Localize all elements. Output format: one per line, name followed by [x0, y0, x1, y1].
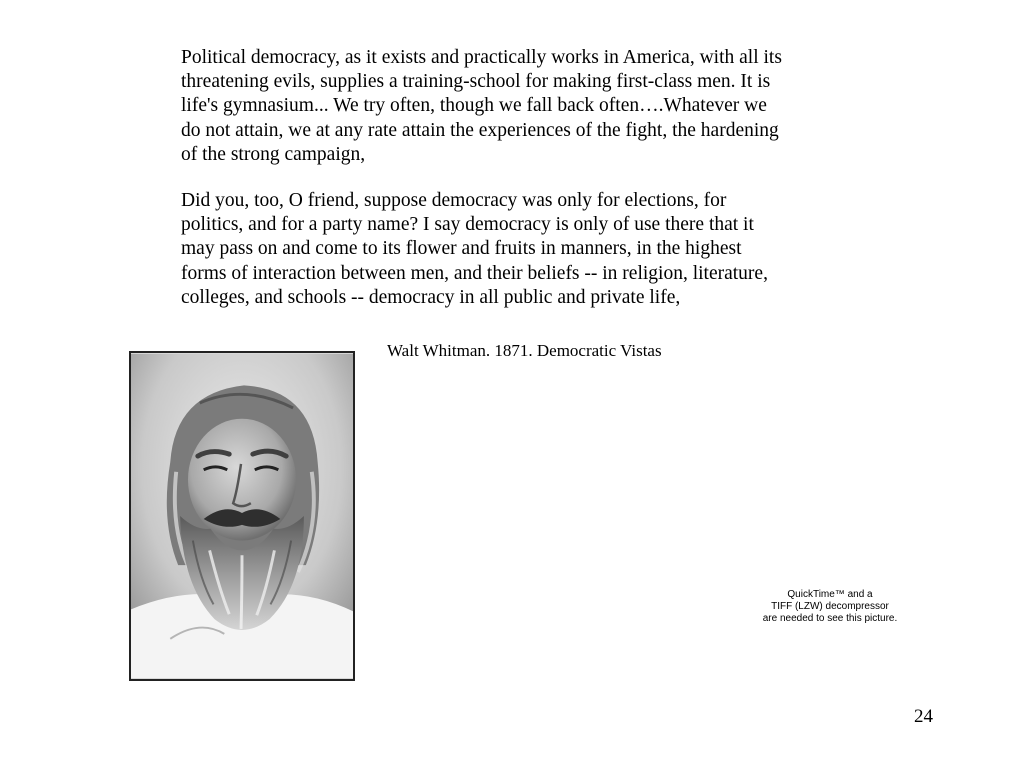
quote-paragraph-1: Political democracy, as it exists and practically works in America, with all its threatening evils, supplies a training-school for making first-class men. It is life's gymnasium... We try often, though we fall back often….Whatever we do not attain, we at any rate attain the experiences of the fight, the hardening of the strong campaign, — [181, 47, 782, 165]
quicktime-placeholder-text: QuickTime™ and a TIFF (LZW) decompressor are needed to see this picture. — [762, 589, 898, 624]
quote-block — [181, 46, 901, 310]
quote-attribution: Walt Whitman. 1871. Democratic Vistas — [387, 341, 662, 360]
portrait-illustration — [131, 353, 353, 679]
whitman-portrait-image — [129, 351, 355, 681]
page-number: 24 — [914, 706, 933, 727]
quote-paragraph-2: Did you, too, O friend, suppose democracy was only for elections, for politics, and for a party name? I say democracy is only of use there that it may pass on and come to its flower and fruits in manners, in the highest forms of interaction between men, and their beliefs -- in religion, literature, colleges, and schools -- democracy in all public and private life, — [181, 190, 768, 308]
